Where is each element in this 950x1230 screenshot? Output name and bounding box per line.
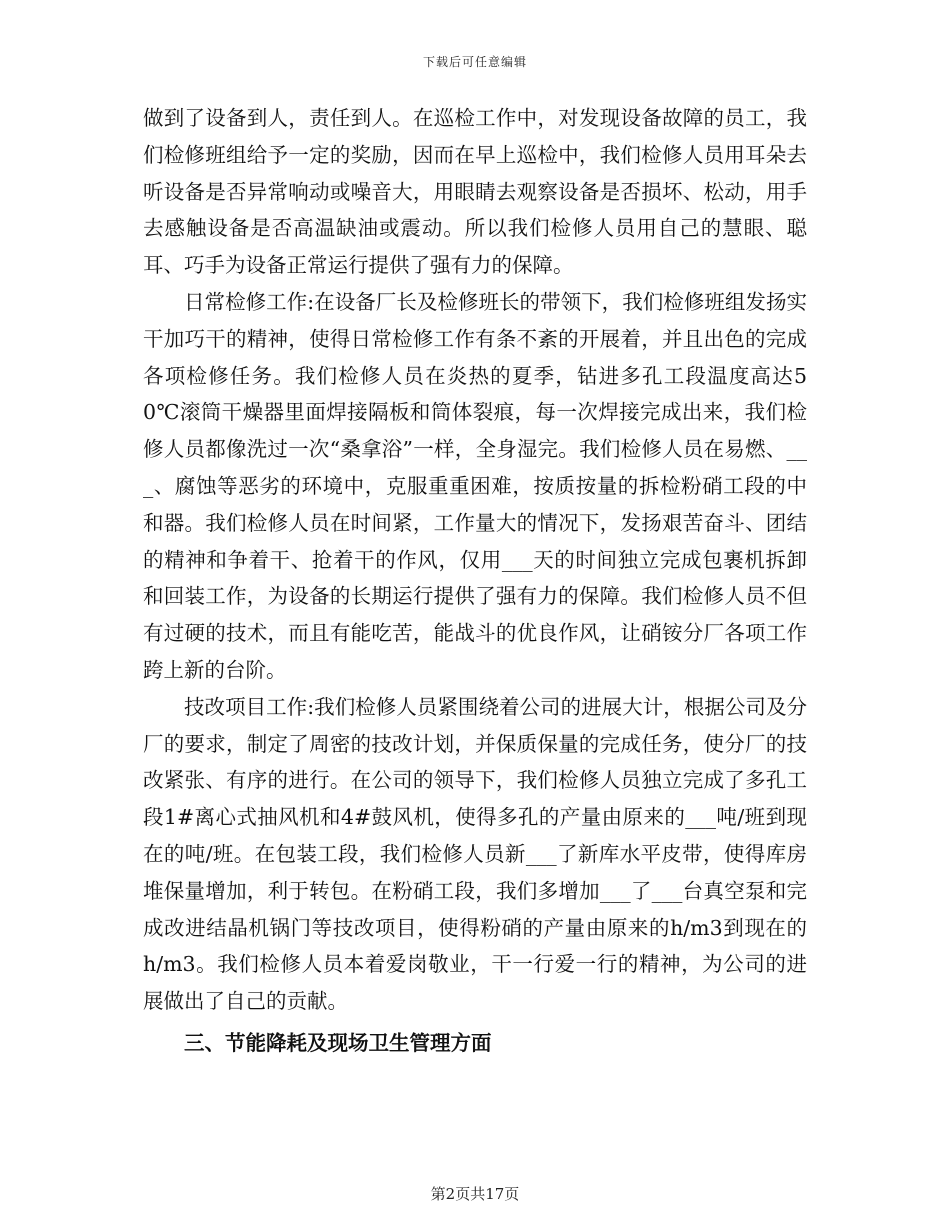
paragraph-daily-maintenance: 日常检修工作:在设备厂长及检修班长的带领下，我们检修班组发扬实干加巧干的精神，使得日常检修工作有条不紊的开展着，并且出色的完成各项检修任务。我们检修人员在炎热的夏季，钻进多孔工段温度高达50℃滚筒干燥器里面焊接隔板和筒体裂痕，每一次焊接完成出来，我们检修人员都像洗过一次“桑拿浴”一样，全身湿完。我们检修人员在易燃、___、腐蚀等恶劣的环境中，克服重重困难，按质按量的拆检粉硝工段的中和器。我们检修人员在时间紧，工作量大的情况下，发扬艰苦奋斗、团结的精神和争着干、抢着干的作风，仅用___天的时间独立完成包裹机拆卸和回装工作，为设备的长期运行提供了强有力的保障。我们检修人员不但有过硬的技术，而且有能吃苦，能战斗的优良作风，让硝铵分厂各项工作跨上新的台阶。 — [143, 289, 807, 682]
paragraph-tech-renovation: 技改项目工作:我们检修人员紧围绕着公司的进展大计，根据公司及分厂的要求，制定了周密的技改计划，并保质保量的完成任务，使分厂的技改紧张、有序的进行。在公司的领导下，我们检修人员独立完成了多孔工段1#离心式抽风机和4#鼓风机，使得多孔的产量由原来的___吨/班到现在的吨/班。在包装工段，我们检修人员新___了新库水平皮带，使得库房堆保量增加，利于转包。在粉硝工段，我们多增加___了___台真空泵和完成改进结晶机锅门等技改项目，使得粉硝的产量由原来的h/m3到现在的h/m3。我们检修人员本着爱岗敬业，干一行爱一行的精神，为公司的进展做出了自己的贡献。 — [143, 694, 807, 1014]
page-header-note: 下载后可任意编辑 — [422, 55, 527, 69]
section-heading: 三、节能降耗及现场卫生管理方面 — [184, 1030, 492, 1055]
paragraph-continuation: 做到了设备到人，责任到人。在巡检工作中，对发现设备故障的员工，我们检修班组给予一定的奖励，因而在早上巡检中，我们检修人员用耳朵去听设备是否异常响动或噪音大，用眼睛去观察设备是否损坏、松动，用手去感触设备是否高温缺油或震动。所以我们检修人员用自己的慧眼、聪耳、巧手为设备正常运行提供了强有力的保障。 — [143, 106, 807, 278]
page-footer-number: 第2页共17页 — [430, 1185, 520, 1203]
document-body — [143, 100, 807, 1062]
